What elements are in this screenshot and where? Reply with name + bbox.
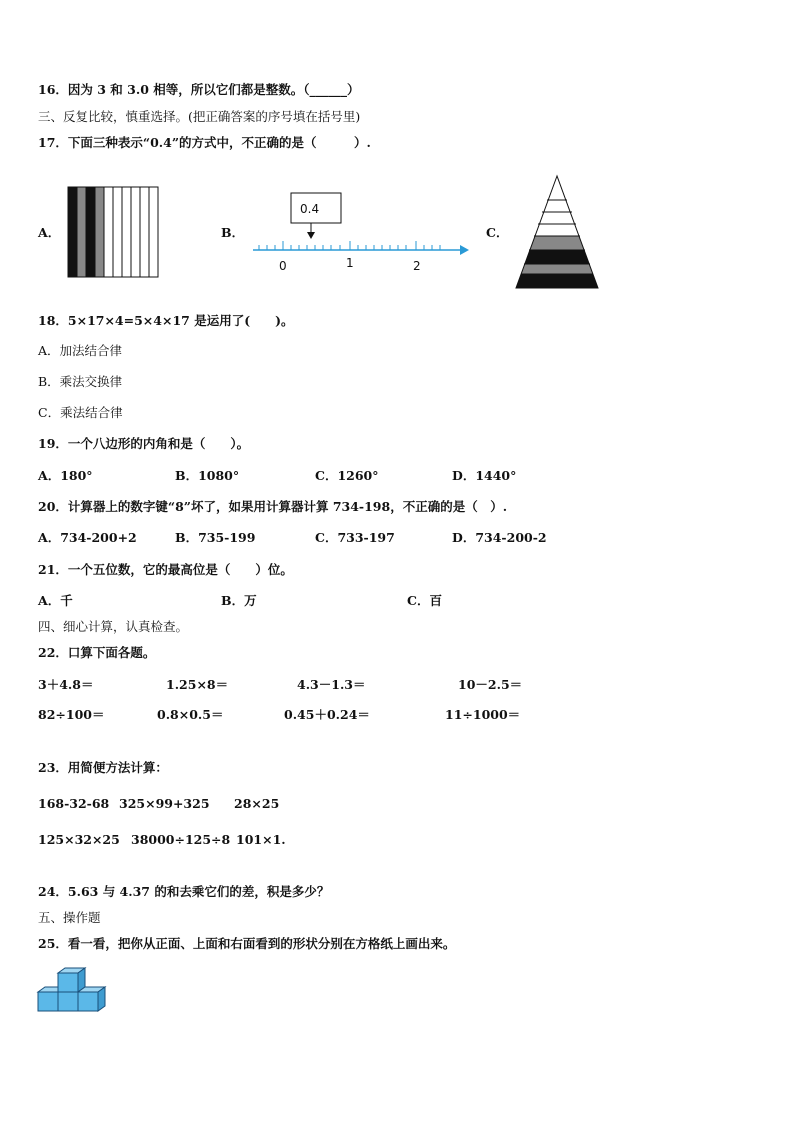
q25-cube-figure [36, 966, 108, 1016]
q19-option-b: B．1080° [175, 468, 240, 483]
oral-calc-item: 1.25×8＝ [166, 677, 229, 692]
tick-label-2: 2 [413, 259, 421, 273]
q18-option-a: A．加法结合律 [38, 343, 123, 358]
oral-calc-item: 4.3－1.3＝ [297, 677, 366, 692]
q21-option-a: A．千 [38, 593, 73, 608]
question-19: 19．一个八边形的内角和是（ ）。 [38, 436, 250, 451]
question-22: 22．口算下面各题。 [38, 645, 156, 660]
question-18: 18．5×17×4=5×4×17 是运用了( )。 [38, 313, 294, 328]
q18-option-c: C．乘法结合律 [38, 405, 123, 420]
tick-label-1: 1 [346, 256, 354, 270]
q20-option-d: D．734-200-2 [452, 530, 547, 545]
tick-label-0: 0 [279, 259, 287, 273]
q17-option-b-label: B． [221, 225, 245, 240]
section-3-heading: 三、反复比较，慎重选择。(把正确答案的序号填在括号里) [38, 109, 361, 124]
oral-calc-item: 3＋4.8＝ [38, 677, 94, 692]
question-21: 21．一个五位数，它的最高位是（ ）位。 [38, 562, 293, 577]
oral-calc-item: 0.8×0.5＝ [157, 707, 224, 722]
simplified-calc-item: 28×25 [234, 796, 280, 811]
q19-option-a: A．180° [38, 468, 93, 483]
simplified-calc-item: 168-32-68 [38, 796, 110, 811]
question-25: 25．看一看，把你从正面、上面和右面看到的形状分别在方格纸上画出来。 [38, 936, 456, 951]
oral-calc-item: 82÷100＝ [38, 707, 105, 722]
section-4-heading: 四、细心计算，认真检查。 [38, 619, 189, 634]
q21-option-c: C．百 [407, 593, 442, 608]
q20-option-c: C．733-197 [315, 530, 395, 545]
q17-option-b-number-line [250, 190, 475, 280]
q20-option-b: B．735-199 [175, 530, 256, 545]
oral-calc-item: 0.45＋0.24＝ [284, 707, 370, 722]
oral-calc-item: 10－2.5＝ [458, 677, 523, 692]
q19-option-d: D．1440° [452, 468, 517, 483]
question-23: 23．用简便方法计算： [38, 760, 168, 775]
simplified-calc-item: 101×1. [236, 832, 286, 847]
simplified-calc-item: 38000÷125÷8 [131, 832, 231, 847]
q19-option-c: C．1260° [315, 468, 379, 483]
q17-box-value: 0.4 [300, 202, 320, 216]
question-17: 17．下面三种表示“0.4”的方式中，不正确的是（ ）. [38, 135, 371, 150]
simplified-calc-item: 125×32×25 [38, 832, 120, 847]
simplified-calc-item: 325×99+325 [119, 796, 210, 811]
question-20: 20．计算器上的数字键“8”坏了，如果用计算器计算 734-198，不正确的是（ ）. [38, 499, 508, 514]
q21-option-b: B．万 [221, 593, 257, 608]
oral-calc-item: 11÷1000＝ [445, 707, 521, 722]
q17-option-c-label: C． [486, 225, 509, 240]
question-24: 24．5.63 与 4.37 的和去乘它们的差，积是多少？ [38, 884, 330, 899]
question-16: 16．因为 3 和 3.0 相等，所以它们都是整数。（______） [38, 82, 360, 97]
q17-option-a-label: A． [38, 225, 61, 240]
section-5-heading: 五、操作题 [38, 910, 101, 925]
q20-option-a: A．734-200+2 [38, 530, 137, 545]
q17-option-a-strip [67, 186, 159, 278]
q18-option-b: B．乘法交换律 [38, 374, 123, 389]
q17-option-c-triangle [513, 174, 603, 292]
